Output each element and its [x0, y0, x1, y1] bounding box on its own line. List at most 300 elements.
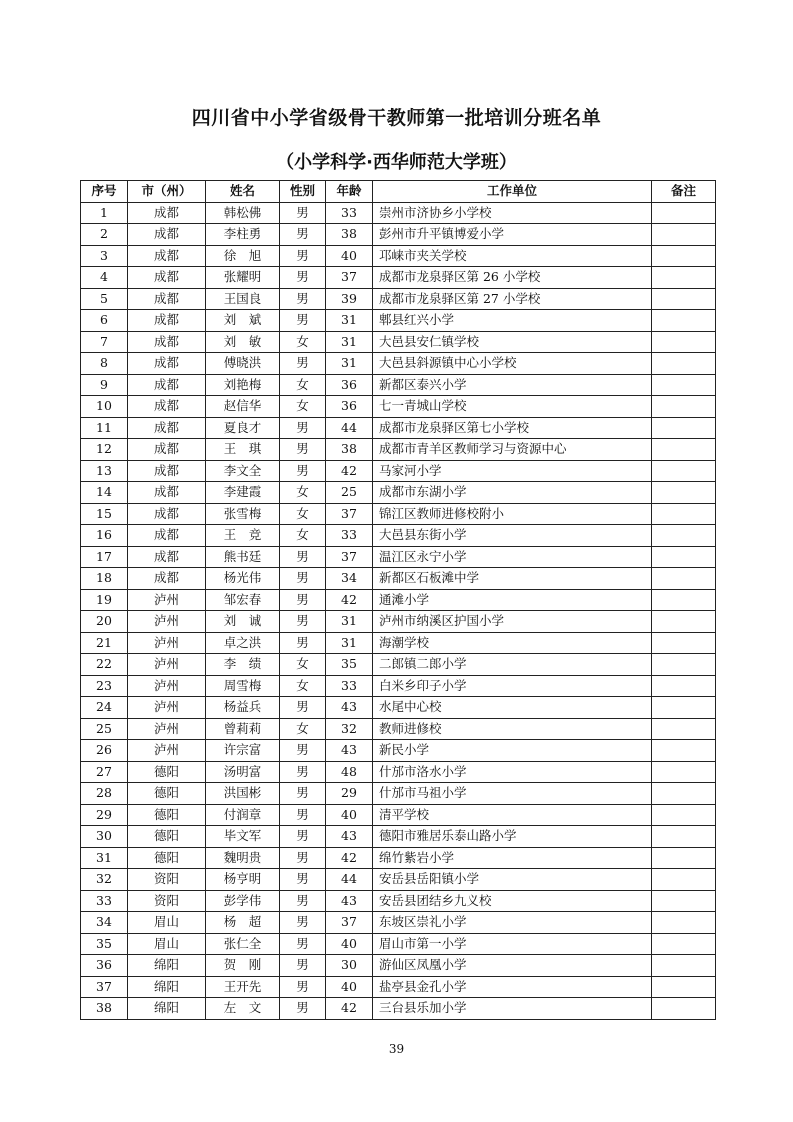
cell-name: 卓之洪	[206, 632, 280, 654]
cell-name: 张耀明	[206, 267, 280, 289]
cell-index: 36	[81, 955, 128, 977]
cell-gender: 男	[280, 632, 326, 654]
cell-index: 15	[81, 503, 128, 525]
cell-remarks	[652, 869, 716, 891]
cell-remarks	[652, 740, 716, 762]
cell-index: 9	[81, 374, 128, 396]
cell-city: 成都	[128, 202, 206, 224]
table-row	[81, 869, 716, 891]
cell-name: 李柱勇	[206, 224, 280, 246]
table-row	[81, 396, 716, 418]
cell-city: 泸州	[128, 611, 206, 633]
table-row	[81, 374, 716, 396]
cell-remarks	[652, 374, 716, 396]
cell-age: 43	[326, 826, 373, 848]
table-body	[81, 202, 716, 1019]
cell-remarks	[652, 912, 716, 934]
cell-gender: 男	[280, 245, 326, 267]
cell-index: 32	[81, 869, 128, 891]
cell-age: 37	[326, 267, 373, 289]
cell-workplace: 海潮学校	[373, 632, 652, 654]
table-row	[81, 288, 716, 310]
cell-age: 40	[326, 976, 373, 998]
cell-remarks	[652, 568, 716, 590]
cell-name: 赵信华	[206, 396, 280, 418]
cell-index: 7	[81, 331, 128, 353]
cell-workplace: 教师进修校	[373, 718, 652, 740]
cell-name: 李 绩	[206, 654, 280, 676]
table-row	[81, 761, 716, 783]
header-workplace: 工作单位	[373, 181, 652, 203]
cell-gender: 男	[280, 890, 326, 912]
cell-index: 10	[81, 396, 128, 418]
cell-name: 杨光伟	[206, 568, 280, 590]
cell-gender: 男	[280, 933, 326, 955]
page-number: 39	[388, 1042, 405, 1056]
cell-remarks	[652, 976, 716, 998]
cell-age: 31	[326, 632, 373, 654]
cell-workplace: 成都市青羊区教师学习与资源中心	[373, 439, 652, 461]
table-row	[81, 740, 716, 762]
cell-gender: 男	[280, 611, 326, 633]
cell-age: 32	[326, 718, 373, 740]
cell-city: 德阳	[128, 761, 206, 783]
cell-remarks	[652, 482, 716, 504]
cell-remarks	[652, 202, 716, 224]
table-row	[81, 718, 716, 740]
cell-name: 杨亨明	[206, 869, 280, 891]
table-row	[81, 568, 716, 590]
cell-gender: 女	[280, 374, 326, 396]
table-row	[81, 417, 716, 439]
cell-index: 1	[81, 202, 128, 224]
cell-index: 5	[81, 288, 128, 310]
cell-index: 27	[81, 761, 128, 783]
table-row	[81, 675, 716, 697]
cell-city: 眉山	[128, 912, 206, 934]
cell-remarks	[652, 224, 716, 246]
cell-age: 43	[326, 890, 373, 912]
cell-index: 6	[81, 310, 128, 332]
cell-workplace: 邛崃市夹关学校	[373, 245, 652, 267]
cell-age: 42	[326, 589, 373, 611]
cell-index: 31	[81, 847, 128, 869]
cell-city: 成都	[128, 460, 206, 482]
table-row	[81, 933, 716, 955]
cell-workplace: 彭州市升平镇博爱小学	[373, 224, 652, 246]
cell-remarks	[652, 933, 716, 955]
cell-name: 洪国彬	[206, 783, 280, 805]
cell-city: 德阳	[128, 847, 206, 869]
cell-name: 邹宏春	[206, 589, 280, 611]
table-header-row	[81, 181, 716, 203]
cell-age: 31	[326, 331, 373, 353]
table-row	[81, 611, 716, 633]
table-row	[81, 503, 716, 525]
cell-age: 35	[326, 654, 373, 676]
cell-workplace: 三台县乐加小学	[373, 998, 652, 1020]
table-row	[81, 310, 716, 332]
cell-gender: 女	[280, 396, 326, 418]
cell-city: 泸州	[128, 632, 206, 654]
cell-age: 40	[326, 804, 373, 826]
cell-workplace: 什邡市马祖小学	[373, 783, 652, 805]
cell-age: 37	[326, 546, 373, 568]
cell-city: 资阳	[128, 869, 206, 891]
cell-name: 周雪梅	[206, 675, 280, 697]
cell-gender: 女	[280, 525, 326, 547]
cell-index: 23	[81, 675, 128, 697]
cell-city: 成都	[128, 396, 206, 418]
table-row	[81, 589, 716, 611]
table-row	[81, 267, 716, 289]
cell-index: 17	[81, 546, 128, 568]
cell-workplace: 水尾中心校	[373, 697, 652, 719]
cell-gender: 男	[280, 761, 326, 783]
cell-remarks	[652, 267, 716, 289]
cell-gender: 男	[280, 912, 326, 934]
cell-index: 28	[81, 783, 128, 805]
cell-city: 绵阳	[128, 955, 206, 977]
cell-workplace: 安岳县岳阳镇小学	[373, 869, 652, 891]
document-title: 四川省中小学省级骨干教师第一批培训分班名单	[191, 107, 602, 129]
cell-age: 44	[326, 869, 373, 891]
table-row	[81, 976, 716, 998]
cell-gender: 男	[280, 288, 326, 310]
cell-workplace: 崇州市济协乡小学校	[373, 202, 652, 224]
cell-age: 43	[326, 697, 373, 719]
cell-name: 张仁全	[206, 933, 280, 955]
cell-age: 42	[326, 847, 373, 869]
table-row	[81, 912, 716, 934]
cell-gender: 男	[280, 546, 326, 568]
cell-gender: 女	[280, 654, 326, 676]
table-row	[81, 525, 716, 547]
header-name: 姓名	[206, 181, 280, 203]
cell-name: 王国良	[206, 288, 280, 310]
cell-name: 夏良才	[206, 417, 280, 439]
cell-city: 成都	[128, 353, 206, 375]
cell-remarks	[652, 288, 716, 310]
cell-name: 汤明富	[206, 761, 280, 783]
cell-name: 王开先	[206, 976, 280, 998]
cell-workplace: 锦江区教师进修校附小	[373, 503, 652, 525]
roster-table	[80, 180, 716, 1020]
cell-remarks	[652, 353, 716, 375]
table-row	[81, 826, 716, 848]
cell-age: 31	[326, 310, 373, 332]
cell-workplace: 什邡市洛水小学	[373, 761, 652, 783]
cell-remarks	[652, 525, 716, 547]
cell-name: 毕文军	[206, 826, 280, 848]
cell-city: 成都	[128, 374, 206, 396]
cell-index: 37	[81, 976, 128, 998]
cell-index: 13	[81, 460, 128, 482]
cell-remarks	[652, 546, 716, 568]
cell-city: 成都	[128, 546, 206, 568]
cell-city: 资阳	[128, 890, 206, 912]
cell-remarks	[652, 675, 716, 697]
cell-age: 31	[326, 611, 373, 633]
cell-gender: 男	[280, 697, 326, 719]
table-row	[81, 955, 716, 977]
cell-remarks	[652, 589, 716, 611]
cell-gender: 男	[280, 568, 326, 590]
cell-workplace: 白米乡印子小学	[373, 675, 652, 697]
cell-city: 成都	[128, 482, 206, 504]
cell-name: 彭学伟	[206, 890, 280, 912]
cell-workplace: 游仙区凤凰小学	[373, 955, 652, 977]
cell-gender: 女	[280, 331, 326, 353]
cell-name: 李建霞	[206, 482, 280, 504]
cell-age: 40	[326, 933, 373, 955]
cell-workplace: 清平学校	[373, 804, 652, 826]
cell-remarks	[652, 890, 716, 912]
cell-city: 德阳	[128, 783, 206, 805]
table-row	[81, 245, 716, 267]
cell-name: 贺 刚	[206, 955, 280, 977]
cell-city: 成都	[128, 224, 206, 246]
cell-name: 王 琪	[206, 439, 280, 461]
cell-index: 19	[81, 589, 128, 611]
cell-gender: 男	[280, 847, 326, 869]
table-row	[81, 632, 716, 654]
cell-workplace: 绵竹紫岩小学	[373, 847, 652, 869]
cell-name: 魏明贵	[206, 847, 280, 869]
cell-index: 8	[81, 353, 128, 375]
cell-workplace: 七一青城山学校	[373, 396, 652, 418]
cell-name: 刘艳梅	[206, 374, 280, 396]
cell-remarks	[652, 783, 716, 805]
cell-gender: 男	[280, 869, 326, 891]
cell-workplace: 成都市龙泉驿区第 27 小学校	[373, 288, 652, 310]
table-row	[81, 202, 716, 224]
cell-name: 杨益兵	[206, 697, 280, 719]
cell-city: 德阳	[128, 804, 206, 826]
cell-city: 泸州	[128, 740, 206, 762]
cell-name: 李文全	[206, 460, 280, 482]
cell-remarks	[652, 310, 716, 332]
cell-workplace: 德阳市雅居乐泰山路小学	[373, 826, 652, 848]
cell-name: 刘 诚	[206, 611, 280, 633]
cell-name: 刘 敏	[206, 331, 280, 353]
cell-city: 泸州	[128, 654, 206, 676]
cell-age: 36	[326, 396, 373, 418]
cell-index: 33	[81, 890, 128, 912]
cell-remarks	[652, 761, 716, 783]
cell-workplace: 郫县红兴小学	[373, 310, 652, 332]
cell-age: 33	[326, 202, 373, 224]
cell-age: 30	[326, 955, 373, 977]
table-row	[81, 546, 716, 568]
cell-index: 21	[81, 632, 128, 654]
cell-workplace: 温江区永宁小学	[373, 546, 652, 568]
cell-workplace: 二郎镇二郎小学	[373, 654, 652, 676]
cell-age: 38	[326, 224, 373, 246]
cell-remarks	[652, 460, 716, 482]
cell-city: 成都	[128, 310, 206, 332]
cell-gender: 男	[280, 202, 326, 224]
cell-city: 泸州	[128, 718, 206, 740]
table-row	[81, 998, 716, 1020]
cell-index: 3	[81, 245, 128, 267]
cell-city: 成都	[128, 331, 206, 353]
cell-age: 33	[326, 525, 373, 547]
cell-city: 成都	[128, 439, 206, 461]
cell-city: 绵阳	[128, 976, 206, 998]
table-row	[81, 804, 716, 826]
cell-age: 42	[326, 460, 373, 482]
cell-remarks	[652, 417, 716, 439]
cell-index: 26	[81, 740, 128, 762]
cell-index: 22	[81, 654, 128, 676]
cell-city: 成都	[128, 503, 206, 525]
cell-city: 成都	[128, 568, 206, 590]
cell-age: 44	[326, 417, 373, 439]
cell-gender: 男	[280, 439, 326, 461]
cell-gender: 女	[280, 718, 326, 740]
cell-name: 左 文	[206, 998, 280, 1020]
cell-age: 33	[326, 675, 373, 697]
cell-age: 29	[326, 783, 373, 805]
cell-age: 37	[326, 503, 373, 525]
cell-remarks	[652, 697, 716, 719]
cell-age: 37	[326, 912, 373, 934]
cell-name: 王 竞	[206, 525, 280, 547]
cell-age: 42	[326, 998, 373, 1020]
table-row	[81, 847, 716, 869]
cell-name: 曾莉莉	[206, 718, 280, 740]
cell-index: 12	[81, 439, 128, 461]
cell-workplace: 成都市东湖小学	[373, 482, 652, 504]
cell-age: 36	[326, 374, 373, 396]
header-gender: 性别	[280, 181, 326, 203]
cell-age: 38	[326, 439, 373, 461]
header-remarks: 备注	[652, 181, 716, 203]
cell-index: 14	[81, 482, 128, 504]
cell-name: 熊书廷	[206, 546, 280, 568]
cell-index: 29	[81, 804, 128, 826]
cell-remarks	[652, 503, 716, 525]
cell-city: 德阳	[128, 826, 206, 848]
cell-city: 泸州	[128, 697, 206, 719]
cell-gender: 男	[280, 783, 326, 805]
header-index: 序号	[81, 181, 128, 203]
cell-index: 11	[81, 417, 128, 439]
cell-remarks	[652, 955, 716, 977]
cell-city: 泸州	[128, 589, 206, 611]
cell-city: 成都	[128, 267, 206, 289]
cell-city: 成都	[128, 245, 206, 267]
cell-name: 刘 斌	[206, 310, 280, 332]
cell-gender: 男	[280, 804, 326, 826]
table-row	[81, 890, 716, 912]
cell-index: 16	[81, 525, 128, 547]
cell-gender: 男	[280, 976, 326, 998]
table-row	[81, 482, 716, 504]
table-row	[81, 331, 716, 353]
cell-name: 张雪梅	[206, 503, 280, 525]
cell-gender: 男	[280, 955, 326, 977]
cell-remarks	[652, 439, 716, 461]
cell-workplace: 新民小学	[373, 740, 652, 762]
cell-age: 39	[326, 288, 373, 310]
cell-index: 2	[81, 224, 128, 246]
cell-index: 38	[81, 998, 128, 1020]
cell-age: 48	[326, 761, 373, 783]
cell-age: 43	[326, 740, 373, 762]
table-row	[81, 654, 716, 676]
cell-workplace: 新都区泰兴小学	[373, 374, 652, 396]
cell-remarks	[652, 998, 716, 1020]
cell-workplace: 眉山市第一小学	[373, 933, 652, 955]
cell-workplace: 马家河小学	[373, 460, 652, 482]
cell-name: 杨 超	[206, 912, 280, 934]
header-age: 年龄	[326, 181, 373, 203]
cell-workplace: 大邑县安仁镇学校	[373, 331, 652, 353]
cell-gender: 女	[280, 675, 326, 697]
cell-workplace: 泸州市纳溪区护国小学	[373, 611, 652, 633]
cell-city: 眉山	[128, 933, 206, 955]
table-row	[81, 783, 716, 805]
cell-age: 31	[326, 353, 373, 375]
document-subtitle: （小学科学·西华师范大学班）	[276, 152, 517, 173]
cell-index: 20	[81, 611, 128, 633]
cell-index: 4	[81, 267, 128, 289]
cell-index: 35	[81, 933, 128, 955]
cell-remarks	[652, 826, 716, 848]
table-row	[81, 697, 716, 719]
cell-gender: 女	[280, 482, 326, 504]
cell-name: 许宗富	[206, 740, 280, 762]
header-city: 市（州）	[128, 181, 206, 203]
cell-remarks	[652, 611, 716, 633]
cell-city: 成都	[128, 525, 206, 547]
cell-name: 徐 旭	[206, 245, 280, 267]
table-row	[81, 353, 716, 375]
cell-gender: 男	[280, 740, 326, 762]
cell-gender: 男	[280, 460, 326, 482]
cell-gender: 男	[280, 224, 326, 246]
cell-index: 34	[81, 912, 128, 934]
cell-gender: 男	[280, 353, 326, 375]
cell-remarks	[652, 632, 716, 654]
cell-gender: 男	[280, 417, 326, 439]
cell-workplace: 盐亭县金孔小学	[373, 976, 652, 998]
cell-workplace: 成都市龙泉驿区第七小学校	[373, 417, 652, 439]
cell-remarks	[652, 718, 716, 740]
cell-workplace: 大邑县东街小学	[373, 525, 652, 547]
cell-remarks	[652, 331, 716, 353]
cell-index: 25	[81, 718, 128, 740]
cell-age: 34	[326, 568, 373, 590]
cell-name: 傅晓洪	[206, 353, 280, 375]
cell-city: 泸州	[128, 675, 206, 697]
cell-remarks	[652, 396, 716, 418]
cell-city: 成都	[128, 417, 206, 439]
cell-gender: 男	[280, 267, 326, 289]
table-row	[81, 439, 716, 461]
cell-name: 韩松佛	[206, 202, 280, 224]
cell-gender: 男	[280, 310, 326, 332]
cell-workplace: 大邑县斜源镇中心小学校	[373, 353, 652, 375]
cell-workplace: 通滩小学	[373, 589, 652, 611]
cell-gender: 男	[280, 589, 326, 611]
cell-city: 绵阳	[128, 998, 206, 1020]
cell-remarks	[652, 245, 716, 267]
table-row	[81, 460, 716, 482]
cell-gender: 女	[280, 503, 326, 525]
